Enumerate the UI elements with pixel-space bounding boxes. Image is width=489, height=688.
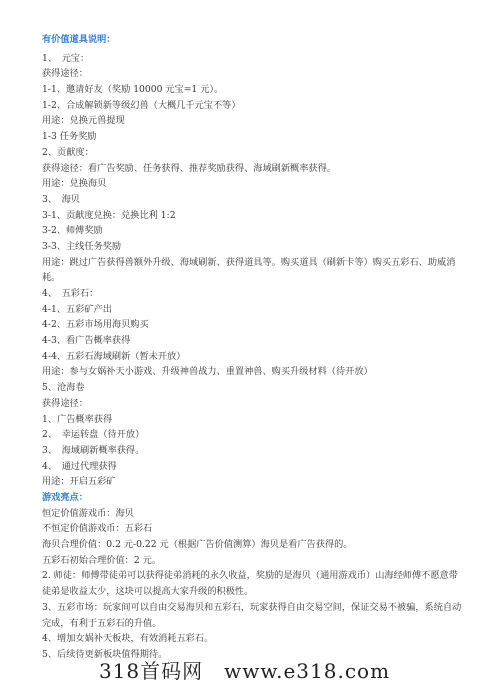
item-text-line: 1-3 任务奖励 (42, 131, 97, 143)
item-text-line: 用途：开启五彩矿 (42, 476, 116, 488)
highlight-line: 五彩石初始合理价值：2 元。 (42, 554, 162, 566)
item-text-line: 4-2、五彩市场用海贝购买 (42, 319, 149, 331)
site-watermark: 318首码网 www.e318.com (98, 659, 391, 683)
item-text-line: 4-3、看广告概率获得 (42, 335, 131, 347)
item-canghai-title: 5、沧海卷 (42, 382, 85, 394)
highlight-line: 5、后续待更新板块值得期待。 (42, 648, 168, 660)
item-text-line: 2、 幸运转盘（待开放） (42, 429, 145, 441)
item-contribution-title: 2、贡献度： (42, 146, 94, 158)
item-text-line: 3、 海域刷新概率获得。 (42, 444, 145, 456)
item-text-line: 1-1、邀请好友（奖励 10000 元宝=1 元）。 (42, 84, 224, 96)
item-text-line: 获得途径：看广告奖励、任务获得、推荐奖励获得、海域刷新概率获得。 (42, 162, 336, 174)
item-text-line: 用途：参与女娲补天小游戏、升级神兽战力、重置神兽、购买升级材料（待开放） (42, 366, 373, 378)
highlight-paragraph: 3、五彩市场：玩家间可以自由交易海贝和五彩石，玩家获得自由交易空间，保证交易不被骗，系统自动完成，有利于五彩石的升值。 (42, 601, 462, 629)
highlight-line: 海贝合理价值：0.2 元-0.22 元（根据广告价值测算）海贝是看广告获得的。 (42, 539, 353, 551)
item-text-line: 获得途径： (42, 68, 88, 80)
item-shell-title: 3、 海贝 (42, 193, 80, 205)
highlight-line: 恒定价值游戏币：海贝 (42, 507, 134, 519)
item-text-line: 3-3、主线任务奖励 (42, 240, 122, 252)
item-text-line: 3-2、师傅奖励 (42, 225, 103, 237)
item-text-line: 获得途径： (42, 397, 88, 409)
section-heading-valuable-items: 有价值道具说明： (42, 34, 116, 45)
item-text-line: 4、 通过代理获得 (42, 460, 117, 472)
highlight-paragraph: 2. 师徒：师傅带徒弟可以获得徒弟消耗的永久收益，奖励的是海贝（通用游戏币）山海经师傅不愿意带徒弟是收益太少，这块可以提高大家升级的积极性。 (42, 570, 458, 598)
document-body (42, 32, 472, 663)
item-text-line: 1、广告概率获得 (42, 413, 113, 425)
item-text-line: 1-2、合成解锁新等级幻兽（大概几千元宝不等） (42, 99, 241, 111)
item-text-line: 用途：兑换海贝 (42, 178, 107, 190)
item-text-line: 4-4、五彩石海域刷新（暂未开放） (42, 350, 186, 362)
highlights-list (42, 506, 472, 663)
item-text-line: 3-1、贡献度兑换：兑换比利 1:2 (42, 209, 176, 221)
item-text-line: 用途：兑换元兽提现 (42, 115, 125, 127)
item-text-line: 4-1、五彩矿产出 (42, 303, 112, 315)
item-colorstone-title: 4、 五彩石： (42, 288, 99, 300)
item-yuanbao-title: 1、 元宝： (42, 52, 90, 64)
section-heading-highlights: 游戏亮点： (42, 491, 88, 503)
highlight-line: 4、增加女娲补天板块，有效消耗五彩石。 (42, 633, 214, 645)
highlight-line: 不恒定价值游戏币：五彩石 (42, 523, 153, 535)
valuable-items-list (42, 51, 472, 490)
item-text-paragraph: 用途：跳过广告获得兽额外升级、海域刷新、获得道具等。购买道具（刷新卡等）购买五彩石、助威消耗。 (42, 256, 456, 284)
